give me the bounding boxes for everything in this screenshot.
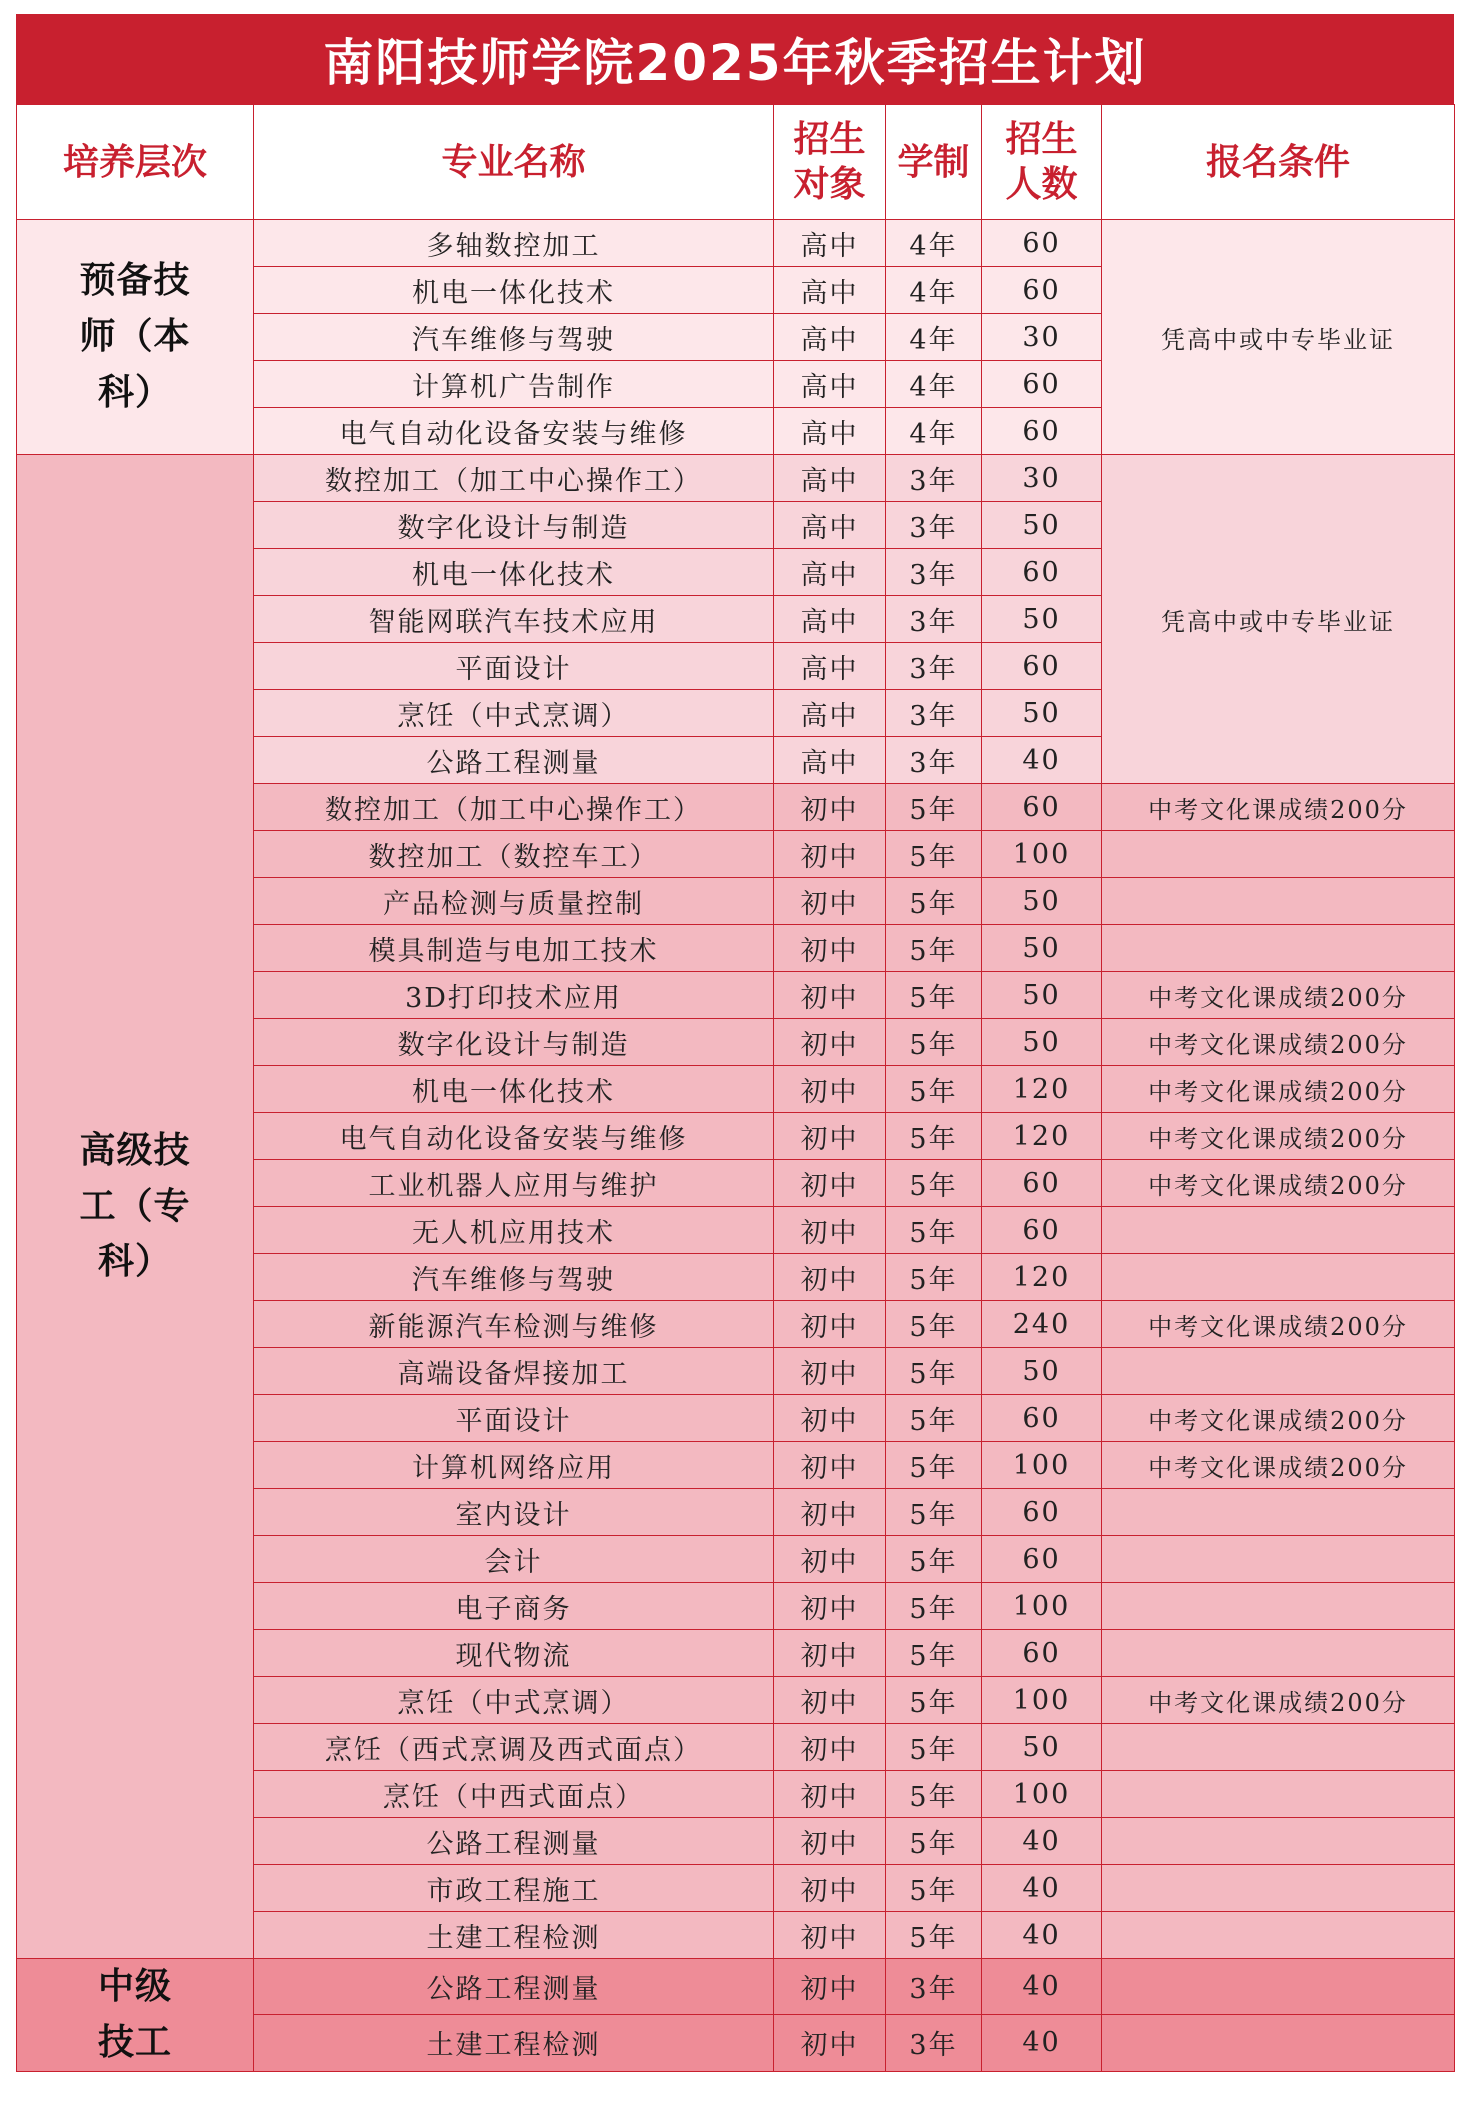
target-cell: 初中 (774, 1019, 886, 1066)
header-level: 培养层次 (17, 105, 254, 220)
target-cell: 初中 (774, 1442, 886, 1489)
target-cell: 初中 (774, 1489, 886, 1536)
count-cell: 60 (982, 408, 1102, 455)
count-cell: 50 (982, 1348, 1102, 1395)
major-name-cell: 计算机网络应用 (254, 1442, 774, 1489)
duration-cell: 5年 (886, 784, 982, 831)
major-name-cell: 无人机应用技术 (254, 1207, 774, 1254)
target-cell: 初中 (774, 1724, 886, 1771)
duration-cell: 5年 (886, 925, 982, 972)
count-cell: 40 (982, 1818, 1102, 1865)
count-cell: 40 (982, 737, 1102, 784)
duration-cell: 5年 (886, 1583, 982, 1630)
duration-cell: 4年 (886, 408, 982, 455)
duration-cell: 5年 (886, 1113, 982, 1160)
target-cell: 初中 (774, 1818, 886, 1865)
target-cell: 高中 (774, 643, 886, 690)
major-name-cell: 计算机广告制作 (254, 361, 774, 408)
duration-cell: 5年 (886, 1724, 982, 1771)
target-cell: 高中 (774, 502, 886, 549)
target-cell: 初中 (774, 1536, 886, 1583)
major-name-cell: 室内设计 (254, 1489, 774, 1536)
major-name-cell: 烹饪（西式烹调及西式面点） (254, 1724, 774, 1771)
target-cell: 初中 (774, 1348, 886, 1395)
target-cell: 高中 (774, 549, 886, 596)
major-name-cell: 数控加工（加工中心操作工） (254, 455, 774, 502)
condition-cell (1102, 1348, 1455, 1395)
target-cell: 初中 (774, 2015, 886, 2071)
condition-cell: 中考文化课成绩200分 (1102, 1442, 1455, 1489)
header-duration: 学制 (886, 105, 982, 220)
duration-cell: 3年 (886, 549, 982, 596)
major-name-cell: 汽车维修与驾驶 (254, 314, 774, 361)
major-name-cell: 土建工程检测 (254, 1912, 774, 1959)
target-cell: 初中 (774, 1254, 886, 1301)
duration-cell: 5年 (886, 1395, 982, 1442)
target-cell: 高中 (774, 596, 886, 643)
condition-cell (1102, 1207, 1455, 1254)
count-cell: 120 (982, 1113, 1102, 1160)
count-cell: 50 (982, 972, 1102, 1019)
condition-cell: 中考文化课成绩200分 (1102, 1677, 1455, 1724)
enrollment-table (16, 104, 1455, 2072)
target-cell: 初中 (774, 1771, 886, 1818)
duration-cell: 3年 (886, 455, 982, 502)
level-label: 高级技工（专科） (79, 1129, 191, 1283)
page-title: 南阳技师学院2025年秋季招生计划 (16, 14, 1454, 104)
level-label: 中级技工 (97, 1966, 172, 2063)
duration-cell: 3年 (886, 737, 982, 784)
target-cell: 初中 (774, 1912, 886, 1959)
count-cell: 100 (982, 1677, 1102, 1724)
major-name-cell: 土建工程检测 (254, 2015, 774, 2071)
duration-cell: 5年 (886, 1160, 982, 1207)
duration-cell: 5年 (886, 1771, 982, 1818)
condition-cell (1102, 925, 1455, 972)
count-cell: 50 (982, 1019, 1102, 1066)
target-cell: 初中 (774, 1395, 886, 1442)
header-target-label: 招生对象 (793, 119, 866, 205)
count-cell: 60 (982, 267, 1102, 314)
major-name-cell: 平面设计 (254, 1395, 774, 1442)
condition-cell (1102, 2015, 1455, 2071)
count-cell: 100 (982, 1442, 1102, 1489)
condition-cell (1102, 1818, 1455, 1865)
enrollment-plan-page (16, 14, 1454, 2072)
duration-cell: 5年 (886, 1207, 982, 1254)
count-cell: 60 (982, 549, 1102, 596)
target-cell: 初中 (774, 831, 886, 878)
condition-cell (1102, 1959, 1455, 2015)
count-cell: 50 (982, 878, 1102, 925)
target-cell: 初中 (774, 1207, 886, 1254)
count-cell: 60 (982, 1395, 1102, 1442)
condition-cell (1102, 1583, 1455, 1630)
major-name-cell: 智能网联汽车技术应用 (254, 596, 774, 643)
target-cell: 初中 (774, 1959, 886, 2015)
count-cell: 60 (982, 1489, 1102, 1536)
count-cell: 120 (982, 1254, 1102, 1301)
major-name-cell: 机电一体化技术 (254, 267, 774, 314)
condition-cell: 中考文化课成绩200分 (1102, 784, 1455, 831)
major-name-cell: 公路工程测量 (254, 1818, 774, 1865)
duration-cell: 5年 (886, 1301, 982, 1348)
major-name-cell: 高端设备焊接加工 (254, 1348, 774, 1395)
header-count (982, 105, 1102, 220)
duration-cell: 5年 (886, 1254, 982, 1301)
condition-cell (1102, 1489, 1455, 1536)
condition-cell: 中考文化课成绩200分 (1102, 1066, 1455, 1113)
target-cell: 初中 (774, 925, 886, 972)
table-row (17, 220, 1455, 267)
condition-cell (1102, 1771, 1455, 1818)
target-cell: 高中 (774, 361, 886, 408)
major-name-cell: 烹饪（中西式面点） (254, 1771, 774, 1818)
condition-cell (1102, 878, 1455, 925)
condition-cell: 中考文化课成绩200分 (1102, 1395, 1455, 1442)
duration-cell: 5年 (886, 1066, 982, 1113)
count-cell: 60 (982, 643, 1102, 690)
target-cell: 初中 (774, 1583, 886, 1630)
condition-cell: 中考文化课成绩200分 (1102, 972, 1455, 1019)
target-cell: 初中 (774, 972, 886, 1019)
condition-cell: 中考文化课成绩200分 (1102, 1113, 1455, 1160)
duration-cell: 4年 (886, 314, 982, 361)
condition-cell (1102, 1630, 1455, 1677)
duration-cell: 5年 (886, 1489, 982, 1536)
duration-cell: 5年 (886, 831, 982, 878)
target-cell: 初中 (774, 878, 886, 925)
target-cell: 高中 (774, 267, 886, 314)
condition-cell: 中考文化课成绩200分 (1102, 1019, 1455, 1066)
table-row (17, 1959, 1455, 2015)
count-cell: 40 (982, 1912, 1102, 1959)
duration-cell: 3年 (886, 643, 982, 690)
count-cell: 30 (982, 455, 1102, 502)
count-cell: 50 (982, 690, 1102, 737)
duration-cell: 5年 (886, 1818, 982, 1865)
target-cell: 高中 (774, 455, 886, 502)
duration-cell: 5年 (886, 1630, 982, 1677)
header-target (774, 105, 886, 220)
target-cell: 初中 (774, 1630, 886, 1677)
major-name-cell: 3D打印技术应用 (254, 972, 774, 1019)
header-condition: 报名条件 (1102, 105, 1455, 220)
level-cell-prep-technician (17, 220, 254, 455)
target-cell: 初中 (774, 1301, 886, 1348)
condition-cell (1102, 1865, 1455, 1912)
count-cell: 100 (982, 831, 1102, 878)
count-cell: 240 (982, 1301, 1102, 1348)
target-cell: 高中 (774, 220, 886, 267)
count-cell: 60 (982, 784, 1102, 831)
major-name-cell: 电子商务 (254, 1583, 774, 1630)
count-cell: 40 (982, 1865, 1102, 1912)
major-name-cell: 公路工程测量 (254, 1959, 774, 2015)
condition-cell (1102, 1724, 1455, 1771)
target-cell: 初中 (774, 1677, 886, 1724)
condition-cell: 凭高中或中专毕业证 (1102, 220, 1455, 455)
major-name-cell: 烹饪（中式烹调） (254, 690, 774, 737)
duration-cell: 3年 (886, 1959, 982, 2015)
duration-cell: 4年 (886, 220, 982, 267)
major-name-cell: 平面设计 (254, 643, 774, 690)
header-count-label: 招生人数 (1005, 119, 1078, 205)
target-cell: 高中 (774, 690, 886, 737)
duration-cell: 3年 (886, 690, 982, 737)
table-body (17, 220, 1455, 2072)
condition-cell (1102, 1254, 1455, 1301)
duration-cell: 3年 (886, 596, 982, 643)
count-cell: 60 (982, 1207, 1102, 1254)
target-cell: 初中 (774, 1160, 886, 1207)
table-row (17, 455, 1455, 502)
condition-cell (1102, 1536, 1455, 1583)
major-name-cell: 市政工程施工 (254, 1865, 774, 1912)
major-name-cell: 烹饪（中式烹调） (254, 1677, 774, 1724)
count-cell: 50 (982, 925, 1102, 972)
count-cell: 50 (982, 596, 1102, 643)
count-cell: 60 (982, 1536, 1102, 1583)
target-cell: 高中 (774, 314, 886, 361)
major-name-cell: 产品检测与质量控制 (254, 878, 774, 925)
count-cell: 60 (982, 1630, 1102, 1677)
major-name-cell: 机电一体化技术 (254, 1066, 774, 1113)
major-name-cell: 工业机器人应用与维护 (254, 1160, 774, 1207)
target-cell: 初中 (774, 1066, 886, 1113)
count-cell: 100 (982, 1583, 1102, 1630)
count-cell: 50 (982, 502, 1102, 549)
duration-cell: 5年 (886, 1677, 982, 1724)
duration-cell: 5年 (886, 1019, 982, 1066)
target-cell: 初中 (774, 784, 886, 831)
major-name-cell: 电气自动化设备安装与维修 (254, 1113, 774, 1160)
condition-cell: 中考文化课成绩200分 (1102, 1301, 1455, 1348)
target-cell: 高中 (774, 737, 886, 784)
duration-cell: 5年 (886, 1442, 982, 1489)
count-cell: 50 (982, 1724, 1102, 1771)
duration-cell: 5年 (886, 1348, 982, 1395)
major-name-cell: 数字化设计与制造 (254, 1019, 774, 1066)
condition-cell: 中考文化课成绩200分 (1102, 1160, 1455, 1207)
duration-cell: 4年 (886, 361, 982, 408)
count-cell: 100 (982, 1771, 1102, 1818)
header-major: 专业名称 (254, 105, 774, 220)
duration-cell: 3年 (886, 2015, 982, 2071)
duration-cell: 5年 (886, 1912, 982, 1959)
duration-cell: 3年 (886, 502, 982, 549)
target-cell: 高中 (774, 408, 886, 455)
table-header-row (17, 105, 1455, 220)
count-cell: 40 (982, 1959, 1102, 2015)
condition-cell: 凭高中或中专毕业证 (1102, 455, 1455, 784)
level-cell-senior-technician (17, 455, 254, 1959)
duration-cell: 5年 (886, 1536, 982, 1583)
major-name-cell: 数控加工（加工中心操作工） (254, 784, 774, 831)
count-cell: 40 (982, 2015, 1102, 2071)
major-name-cell: 新能源汽车检测与维修 (254, 1301, 774, 1348)
count-cell: 30 (982, 314, 1102, 361)
major-name-cell: 模具制造与电加工技术 (254, 925, 774, 972)
major-name-cell: 现代物流 (254, 1630, 774, 1677)
count-cell: 120 (982, 1066, 1102, 1113)
target-cell: 初中 (774, 1113, 886, 1160)
count-cell: 60 (982, 1160, 1102, 1207)
major-name-cell: 电气自动化设备安装与维修 (254, 408, 774, 455)
major-name-cell: 数字化设计与制造 (254, 502, 774, 549)
major-name-cell: 公路工程测量 (254, 737, 774, 784)
count-cell: 60 (982, 361, 1102, 408)
level-label: 预备技师（本科） (79, 260, 191, 413)
condition-cell (1102, 831, 1455, 878)
condition-cell (1102, 1912, 1455, 1959)
level-cell-intermediate-technician (17, 1959, 254, 2072)
major-name-cell: 数控加工（数控车工） (254, 831, 774, 878)
duration-cell: 4年 (886, 267, 982, 314)
duration-cell: 5年 (886, 972, 982, 1019)
duration-cell: 5年 (886, 878, 982, 925)
major-name-cell: 汽车维修与驾驶 (254, 1254, 774, 1301)
count-cell: 60 (982, 220, 1102, 267)
duration-cell: 5年 (886, 1865, 982, 1912)
target-cell: 初中 (774, 1865, 886, 1912)
major-name-cell: 机电一体化技术 (254, 549, 774, 596)
major-name-cell: 会计 (254, 1536, 774, 1583)
major-name-cell: 多轴数控加工 (254, 220, 774, 267)
